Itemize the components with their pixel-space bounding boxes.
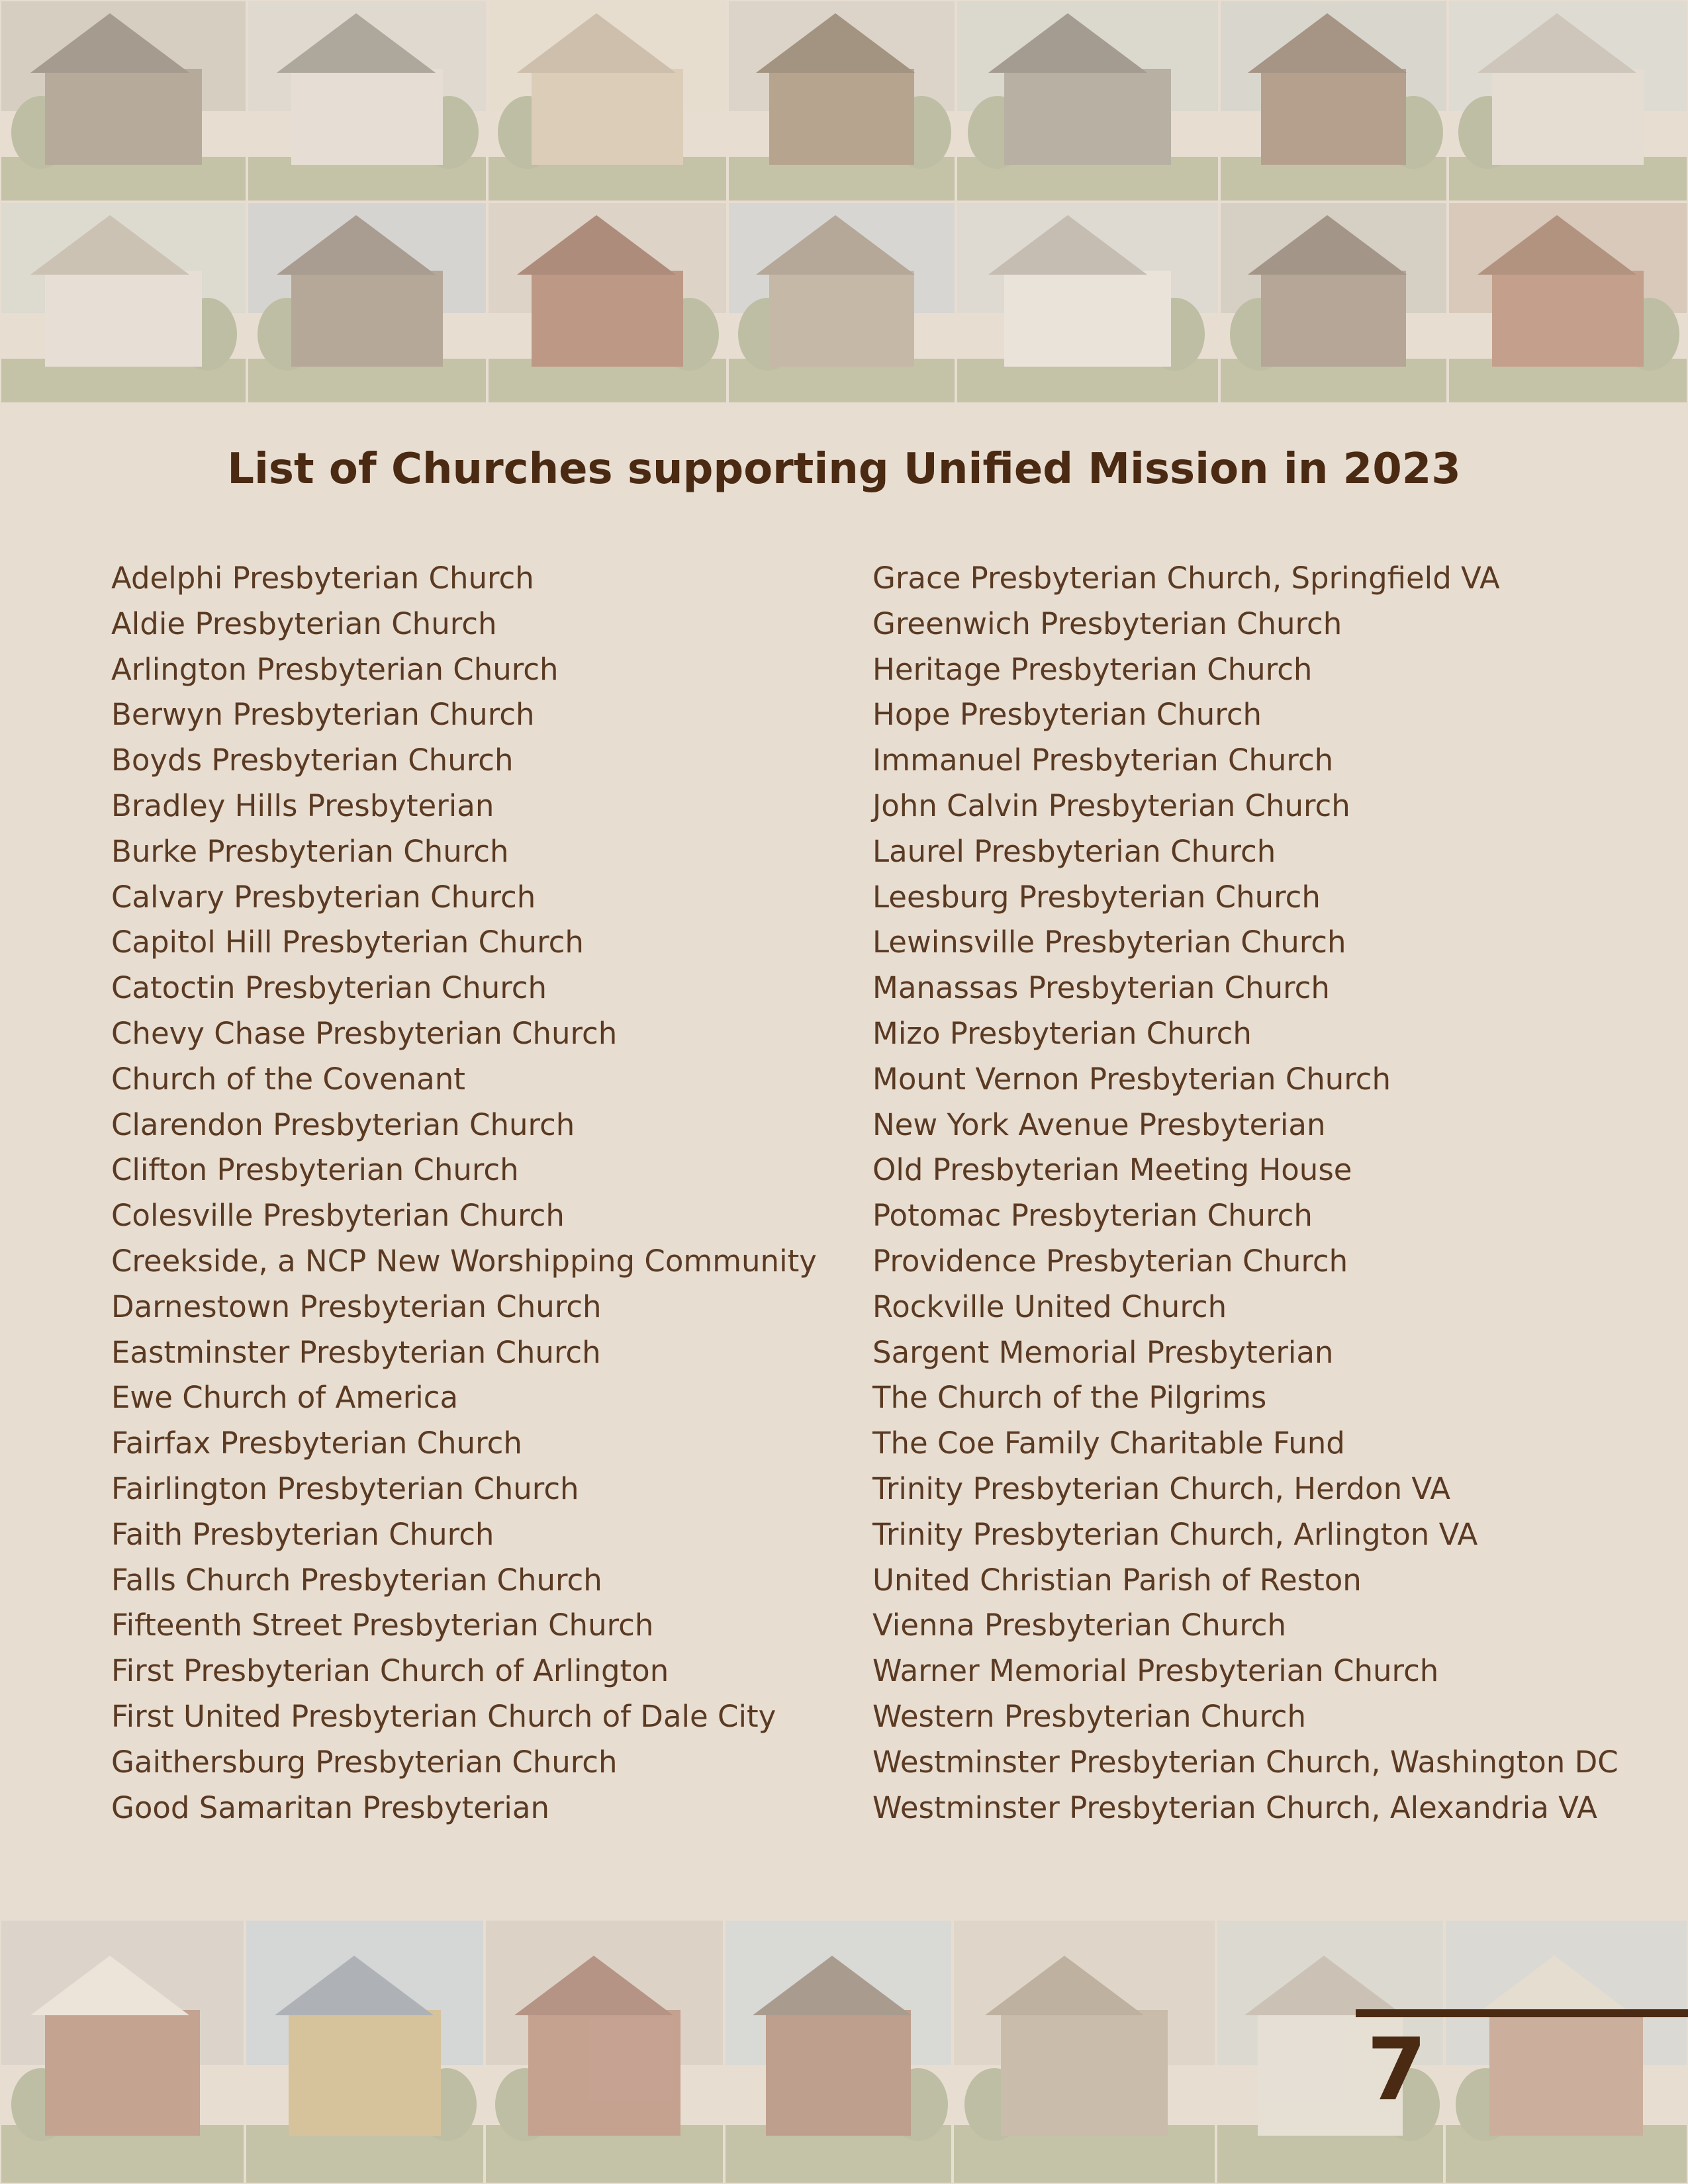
photo-fade-overlay (726, 1921, 951, 2183)
church-photo-3 (487, 0, 727, 202)
church-list-item: Sargent Memorial Presbyterian (872, 1334, 1334, 1370)
church-list-item: Clifton Presbyterian Church (111, 1152, 519, 1188)
church-list-item: Eastminster Presbyterian Church (111, 1334, 601, 1370)
church-list-item: Potomac Presbyterian Church (872, 1198, 1313, 1234)
photo-fade-overlay (486, 1921, 723, 2183)
church-photo-12 (956, 202, 1219, 404)
church-list-item: Aldie Presbyterian Church (111, 606, 497, 641)
church-list-item: Berwyn Presbyterian Church (111, 697, 535, 733)
church-list-item: Ewe Church of America (111, 1380, 459, 1416)
church-list-item: John Calvin Presbyterian Church (872, 788, 1350, 823)
church-list-item: Grace Presbyterian Church, Springfield VA (872, 561, 1500, 596)
church-list-item: Gaithersburg Presbyterian Church (111, 1744, 618, 1780)
church-list-item: Clarendon Presbyterian Church (111, 1107, 575, 1142)
photo-fade-overlay (489, 1, 726, 201)
church-list-item: Arlington Presbyterian Church (111, 651, 559, 687)
church-list-item: Warner Memorial Presbyterian Church (872, 1653, 1439, 1689)
church-list-item: Leesburg Presbyterian Church (872, 879, 1321, 915)
church-list-item: Hope Presbyterian Church (872, 697, 1262, 733)
church-list-item: Boyds Presbyterian Church (111, 743, 514, 778)
church-photo-4 (727, 0, 956, 202)
church-list-item: Darnestown Presbyterian Church (111, 1289, 602, 1324)
church-list-left (111, 556, 839, 1831)
church-photo-5 (956, 0, 1219, 202)
photo-fade-overlay (248, 203, 486, 402)
church-list-item: Trinity Presbyterian Church, Herdon VA (872, 1471, 1451, 1506)
church-photo-7 (1448, 0, 1688, 202)
photo-fade-overlay (729, 1, 955, 201)
church-list-item: Manassas Presbyterian Church (872, 970, 1330, 1006)
church-list-item: Rockville United Church (872, 1289, 1227, 1324)
page-number-rule (1356, 2009, 1688, 2017)
church-list-item: Good Samaritan Presbyterian (111, 1790, 550, 1825)
church-photo-9 (247, 202, 487, 404)
church-list-item: Laurel Presbyterian Church (872, 833, 1276, 869)
church-list-item: Old Presbyterian Meeting House (872, 1152, 1352, 1188)
page-number: 7 (1366, 2019, 1427, 2120)
photo-fade-overlay (957, 203, 1218, 402)
church-list-item: New York Avenue Presbyterian (872, 1107, 1326, 1142)
photo-fade-overlay (1221, 1, 1446, 201)
photo-fade-overlay (957, 1, 1218, 201)
photo-fade-overlay (954, 1921, 1215, 2183)
church-photo-6 (1219, 0, 1448, 202)
church-photo-14 (1448, 202, 1688, 404)
photo-fade-overlay (246, 1921, 483, 2183)
photo-fade-overlay (1449, 1, 1687, 201)
photo-fade-overlay (1, 1921, 244, 2183)
church-list-item: Creekside, a NCP New Worshipping Community (111, 1243, 817, 1279)
church-list-item: Vienna Presbyterian Church (872, 1608, 1287, 1643)
church-list-item: Mizo Presbyterian Church (872, 1015, 1252, 1051)
church-list-item: First United Presbyterian Church of Dale City (111, 1698, 776, 1734)
church-list-item: Bradley Hills Presbyterian (111, 788, 494, 823)
church-photo-18 (724, 1919, 953, 2184)
church-list-item: Fairlington Presbyterian Church (111, 1471, 579, 1506)
church-list-item: The Church of the Pilgrims (872, 1380, 1267, 1416)
church-list-item: Mount Vernon Presbyterian Church (872, 1061, 1391, 1097)
top-photo-collage (0, 0, 1688, 404)
photo-fade-overlay (248, 1, 486, 201)
church-list-item: Westminster Presbyterian Church, Washington DC (872, 1744, 1618, 1780)
church-list-item: Fifteenth Street Presbyterian Church (111, 1608, 654, 1643)
photo-fade-overlay (1446, 1921, 1687, 2183)
church-photo-8 (0, 202, 247, 404)
church-list-item: Immanuel Presbyterian Church (872, 743, 1334, 778)
photo-fade-overlay (1, 1, 246, 201)
church-photo-11 (727, 202, 956, 404)
church-list-item: Capitol Hill Presbyterian Church (111, 925, 584, 960)
church-list-item: Church of the Covenant (111, 1061, 465, 1097)
church-photo-21 (1444, 1919, 1688, 2184)
church-list-item: Colesville Presbyterian Church (111, 1198, 565, 1234)
church-photo-1 (0, 0, 247, 202)
page-title: List of Churches supporting Unified Mission in 2023 (227, 445, 1461, 494)
church-photo-17 (485, 1919, 724, 2184)
church-list-item: First Presbyterian Church of Arlington (111, 1653, 669, 1689)
church-list-item: United Christian Parish of Reston (872, 1562, 1362, 1598)
church-list-item: Burke Presbyterian Church (111, 833, 509, 869)
photo-fade-overlay (1221, 203, 1446, 402)
church-list-item: The Coe Family Charitable Fund (872, 1426, 1345, 1461)
church-photo-19 (953, 1919, 1216, 2184)
church-list-item: Chevy Chase Presbyterian Church (111, 1015, 618, 1051)
photo-fade-overlay (489, 203, 726, 402)
photo-fade-overlay (1449, 203, 1687, 402)
church-list-item: Fairfax Presbyterian Church (111, 1426, 522, 1461)
church-list-item: Falls Church Presbyterian Church (111, 1562, 602, 1598)
church-photo-2 (247, 0, 487, 202)
church-photo-16 (245, 1919, 485, 2184)
church-photo-15 (0, 1919, 245, 2184)
church-list-right (872, 556, 1634, 1831)
church-photo-13 (1219, 202, 1448, 404)
church-list-item: Greenwich Presbyterian Church (872, 606, 1342, 641)
church-list-item: Lewinsville Presbyterian Church (872, 925, 1346, 960)
church-list-item: Calvary Presbyterian Church (111, 879, 536, 915)
church-list-item: Providence Presbyterian Church (872, 1243, 1348, 1279)
photo-fade-overlay (729, 203, 955, 402)
church-list-item: Faith Presbyterian Church (111, 1516, 494, 1552)
church-list-item: Western Presbyterian Church (872, 1698, 1307, 1734)
church-photo-10 (487, 202, 727, 404)
photo-fade-overlay (1, 203, 246, 402)
church-list-item: Westminster Presbyterian Church, Alexandria VA (872, 1790, 1597, 1825)
church-list-item: Catoctin Presbyterian Church (111, 970, 547, 1006)
church-list-item: Adelphi Presbyterian Church (111, 561, 534, 596)
church-list-item: Trinity Presbyterian Church, Arlington VA (872, 1516, 1478, 1552)
church-list-item: Heritage Presbyterian Church (872, 651, 1313, 687)
